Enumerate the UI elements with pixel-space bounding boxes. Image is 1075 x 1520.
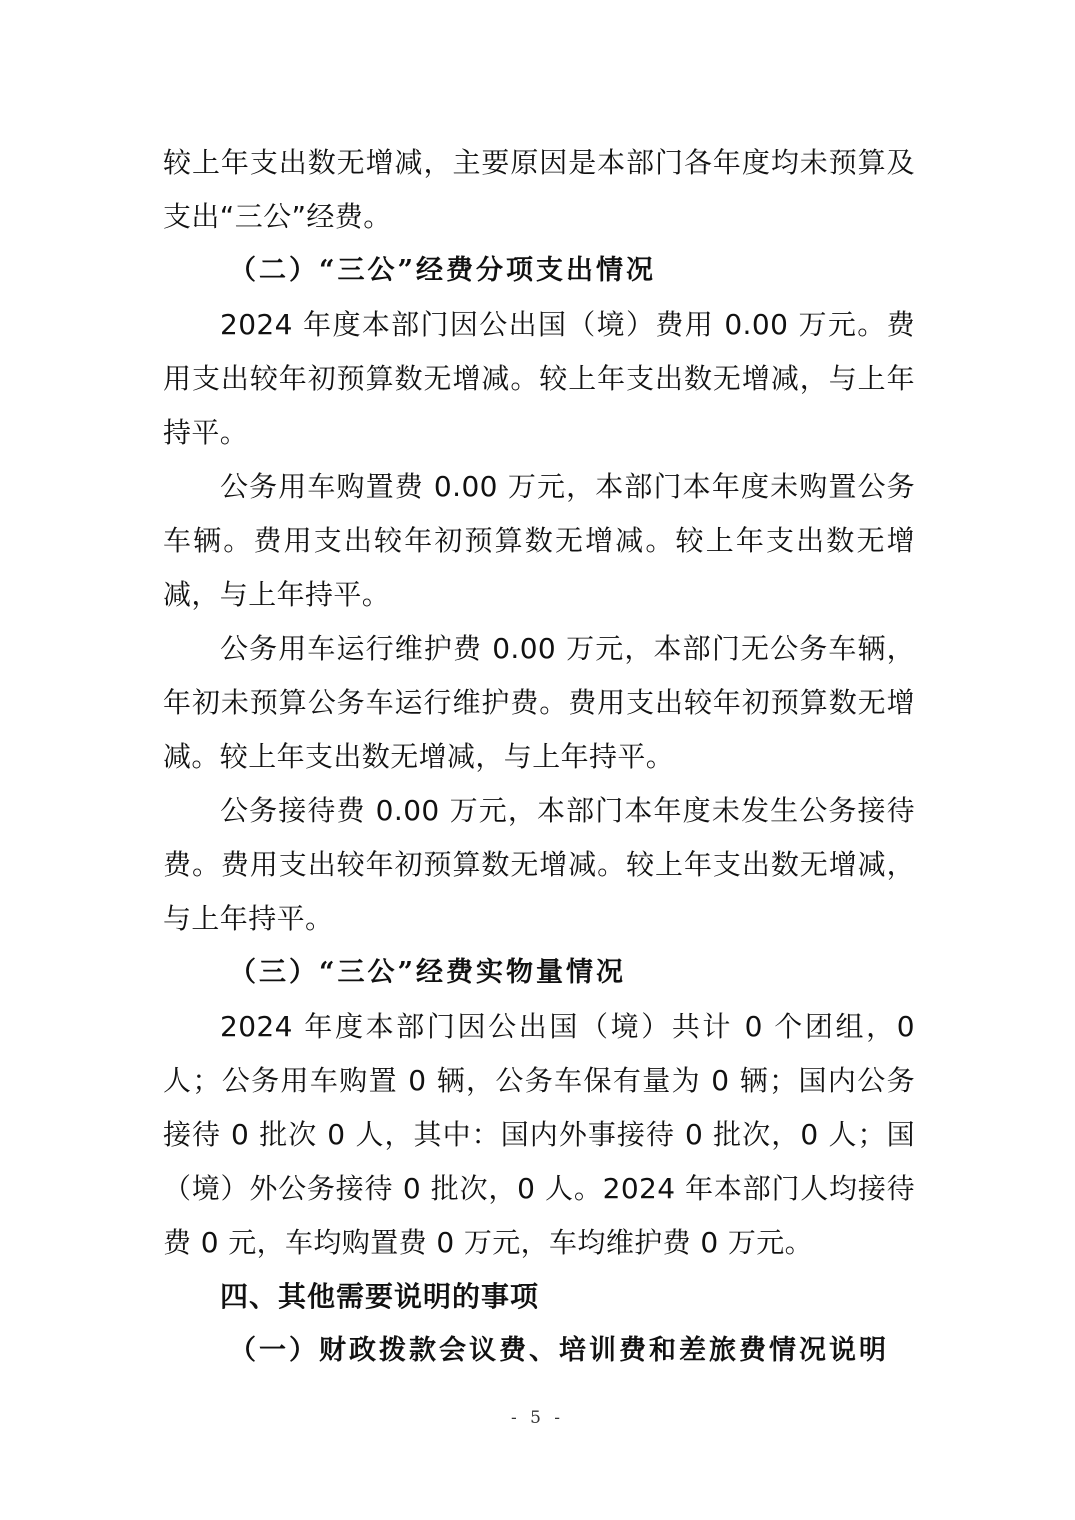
paragraph-physical-quantity: 2024 年度本部门因公出国（境）共计 0 个团组，0 人；公务用车购置 0 辆，公务车保有量为 0 辆；国内公务接待 0 批次 0 人，其中：国内外事接待 0 批次，0 人；国（境）外公务接待 0 批次，0 人。2024 年本部门人均接待费 0 元，车均购置费 0 万元，车均维护费 0 万元。 <box>163 1010 915 1259</box>
paragraph-continued: 较上年支出数无增减，主要原因是本部门各年度均未预算及支出“三公”经费。 <box>163 146 915 233</box>
page-body <box>163 136 915 1378</box>
paragraph-vehicle-purchase: 公务用车购置费 0.00 万元，本部门本年度未购置公务车辆。费用支出较年初预算数无增减。较上年支出数无增减，与上年持平。 <box>163 470 915 611</box>
paragraph-reception: 公务接待费 0.00 万元，本部门本年度未发生公务接待费。费用支出较年初预算数无增减。较上年支出数无增减，与上年持平。 <box>163 794 915 935</box>
subheading-physical-quantity: （三）“三公”经费实物量情况 <box>229 957 627 988</box>
page-number: - 5 - <box>510 1408 565 1428</box>
subheading-meeting-training-travel: （一）财政拨款会议费、培训费和差旅费情况说明 <box>229 1335 889 1366</box>
subheading-item-breakdown: （二）“三公”经费分项支出情况 <box>229 255 657 286</box>
heading-other-matters: 四、其他需要说明的事项 <box>220 1280 540 1313</box>
paragraph-vehicle-maintenance: 公务用车运行维护费 0.00 万元，本部门无公务车辆，年初未预算公务车运行维护费。费用支出较年初预算数无增减。较上年支出数无增减，与上年持平。 <box>163 632 915 773</box>
paragraph-overseas-travel: 2024 年度本部门因公出国（境）费用 0.00 万元。费用支出较年初预算数无增减。较上年支出数无增减，与上年持平。 <box>163 308 915 449</box>
